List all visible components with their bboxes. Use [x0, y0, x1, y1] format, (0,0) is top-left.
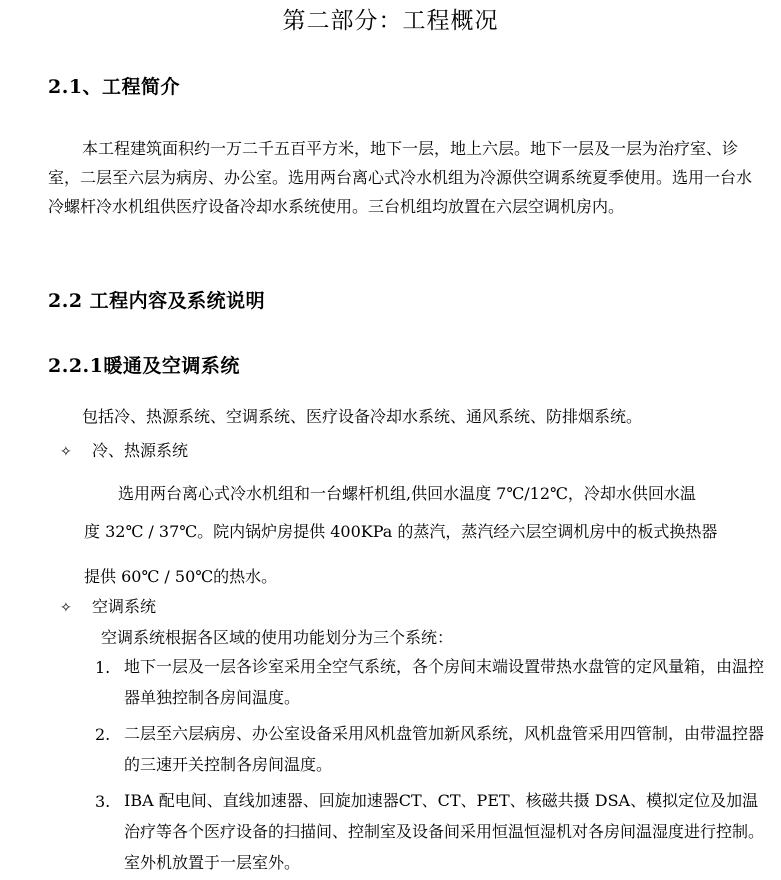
list-item-text: IBA 配电间、直线加速器、回旋加速器CT、CT、PET、核磁共摄 DSA、模拟定位及加温治疗等各个医疗设备的扫描间、控制室及设备间采用恒温恒湿机对各房间温湿度进行控制。室外机放置于一层室外。: [124, 791, 765, 872]
cold-heat-line-2: 度 32℃ / 37℃。院内锅炉房提供 400KPa 的蒸汽，蒸汽经六层空调机房中的板式换热器: [84, 522, 718, 541]
section-2-1-heading: 2.1、工程简介: [48, 76, 181, 98]
cold-heat-line-1: 选用两台离心式冷水机组和一台螺杆机组,供回水温度 7℃/12℃，冷却水供回水温: [118, 484, 696, 503]
list-item-text: 二层至六层病房、办公室设备采用风机盘管加新风系统，风机盘管采用四管制，由带温控器的三速开关控制各房间温度。: [124, 724, 765, 774]
list-item-number: 2.: [95, 725, 111, 744]
cold-heat-label: 冷、热源系统: [92, 441, 189, 460]
diamond-bullet-icon: ✧: [60, 444, 72, 460]
list-item-number: 1.: [95, 658, 111, 677]
page-title: 第二部分：工程概况: [282, 8, 499, 34]
list-item-text: 地下一层及一层各诊室采用全空气系统，各个房间末端设置带热水盘管的定风量箱，由温控器单独控制各房间温度。: [124, 657, 765, 707]
ac-label: 空调系统: [92, 597, 157, 616]
list-item-number: 3.: [95, 792, 111, 811]
section-2-2-1-heading: 2.2.1暖通及空调系统: [48, 355, 240, 377]
cold-heat-line-3: 提供 60℃ / 50℃的热水。: [84, 567, 278, 586]
ac-intro: 空调系统根据各区域的使用功能划分为三个系统：: [101, 628, 454, 647]
diamond-bullet-icon: ✧: [60, 600, 72, 616]
bullet-ac: [60, 594, 156, 617]
section-2-2-heading: 2.2 工程内容及系统说明: [48, 290, 266, 312]
bullet-cold-heat: [60, 438, 188, 461]
section-2-1-paragraph: 本工程建筑面积约一万二千五百平方米，地下一层，地上六层。地下一层及一层为治疗室、诊室，二层至六层为病房、办公室。选用两台离心式冷水机组为冷源供空调系统夏季使用。选用一台水冷螺杆冷水机组供医疗设备冷却水系统使用。三台机组均放置在六层空调机房内。: [48, 139, 753, 216]
hvac-intro: 包括冷、热源系统、空调系统、医疗设备冷却水系统、通风系统、防排烟系统。: [82, 407, 643, 426]
